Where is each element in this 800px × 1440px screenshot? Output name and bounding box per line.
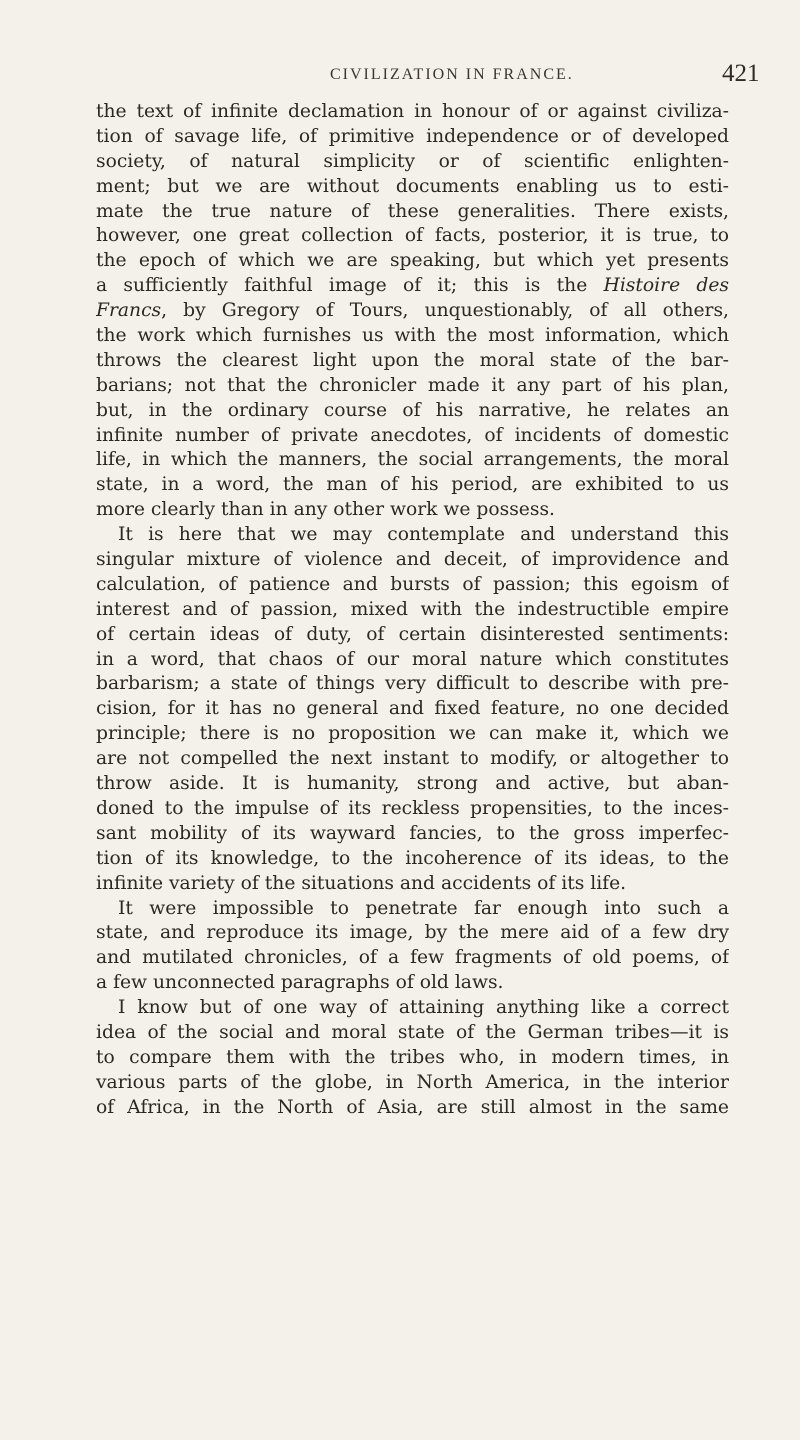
text-line — [96, 175, 729, 200]
text-line — [96, 598, 729, 623]
text-line — [96, 847, 729, 872]
line-text: cision, for it has no general and fixed feature, no one decided — [96, 698, 729, 720]
text-line — [96, 648, 729, 673]
line-text: infinite variety of the situations and accidents of its life. — [96, 872, 627, 894]
text-line — [96, 996, 729, 1021]
text-line — [96, 623, 729, 648]
line-text: throws the clearest light upon the moral state of the bar- — [96, 349, 729, 371]
line-text: , by Gregory of Tours, unquestionably, of all others, — [161, 300, 729, 322]
line-text: barbarism; a state of things very difficult to describe with pre- — [96, 673, 729, 695]
text-line — [96, 125, 729, 150]
text-line — [96, 200, 729, 225]
line-text: but, in the ordinary course of his narrative, he relates an — [96, 399, 729, 421]
text-line — [96, 672, 729, 697]
running-head — [0, 60, 800, 88]
line-text: sant mobility of its wayward fancies, to the gross imperfec- — [96, 822, 729, 844]
text-line — [96, 772, 729, 797]
line-text: are not compelled the next instant to modify, or altogether to — [96, 748, 729, 770]
line-text: of certain ideas of duty, of certain disinterested sentiments: — [96, 623, 729, 645]
line-text: society, of natural simplicity or of scientific enlighten- — [96, 150, 729, 172]
text-line — [96, 548, 729, 573]
text-line — [96, 100, 729, 125]
text-line — [96, 697, 729, 722]
text-line — [96, 498, 729, 523]
text-line — [96, 349, 729, 374]
italic-title-text: Francs — [96, 300, 162, 322]
text-line — [96, 1096, 729, 1121]
line-text: It is here that we may contemplate and understand this — [118, 524, 729, 546]
line-text: more clearly than in any other work we possess. — [96, 499, 555, 521]
text-line — [96, 424, 729, 449]
line-text: life, in which the manners, the social arrangements, the moral — [96, 449, 729, 471]
line-text: singular mixture of violence and deceit, of improvidence and — [96, 549, 729, 571]
text-line — [96, 150, 729, 175]
body-text — [96, 100, 729, 1121]
text-line — [96, 946, 729, 971]
italic-title-text: Histoire des — [603, 275, 729, 297]
line-text: ment; but we are without documents enabling us to esti- — [96, 175, 729, 197]
line-text: tion of savage life, of primitive independence or of developed — [96, 125, 729, 147]
line-text: various parts of the globe, in North America, in the interior — [96, 1071, 729, 1093]
text-line — [96, 897, 729, 922]
line-text: infinite number of private anecdotes, of incidents of domestic — [96, 424, 729, 446]
line-text: idea of the social and moral state of the German tribes—it is — [96, 1021, 729, 1043]
line-text: interest and of passion, mixed with the indestructible empire — [96, 598, 729, 620]
text-line — [96, 822, 729, 847]
line-text: mate the true nature of these generalities. There exists, — [96, 200, 729, 222]
line-text: barians; not that the chronicler made it any part of his plan, — [96, 374, 729, 396]
line-text: doned to the impulse of its reckless propensities, to the inces- — [96, 797, 729, 819]
line-text: and mutilated chronicles, of a few fragments of old poems, of — [96, 947, 729, 969]
text-line — [96, 921, 729, 946]
line-text: to compare them with the tribes who, in modern times, in — [96, 1046, 729, 1068]
text-line — [96, 1021, 729, 1046]
text-line — [96, 299, 729, 324]
text-line — [96, 872, 729, 897]
text-line — [96, 747, 729, 772]
line-text: the text of infinite declamation in honour of or against civiliza- — [96, 101, 729, 122]
line-text: however, one great collection of facts, posterior, it is true, to — [96, 225, 729, 247]
text-line — [96, 374, 729, 399]
text-line — [96, 523, 729, 548]
text-line — [96, 274, 729, 299]
line-text: state, and reproduce its image, by the mere aid of a few dry — [96, 922, 729, 944]
running-title: CIVILIZATION IN FRANCE. — [330, 66, 574, 83]
line-text: I know but of one way of attaining anything like a correct — [118, 997, 729, 1019]
line-text: calculation, of patience and bursts of passion; this egoism of — [96, 573, 729, 595]
line-text: tion of its knowledge, to the incoherence of its ideas, to the — [96, 847, 729, 869]
line-text: state, in a word, the man of his period, are exhibited to us — [96, 474, 729, 496]
text-line — [96, 971, 729, 996]
line-text: the epoch of which we are speaking, but which yet presents — [96, 250, 729, 272]
line-text: a sufficiently faithful image of it; this is the — [96, 275, 604, 297]
line-text: principle; there is no proposition we can make it, which we — [96, 723, 729, 745]
text-line — [96, 1046, 729, 1071]
line-text: a few unconnected paragraphs of old laws. — [96, 972, 504, 994]
line-text: It were impossible to penetrate far enough into such a — [118, 897, 729, 919]
line-text: throw aside. It is humanity, strong and active, but aban- — [96, 773, 729, 795]
text-line — [96, 473, 729, 498]
text-line — [96, 1071, 729, 1096]
text-line — [96, 573, 729, 598]
text-line — [96, 448, 729, 473]
page-number: 421 — [722, 60, 760, 87]
text-line — [96, 797, 729, 822]
text-line — [96, 324, 729, 349]
line-text: in a word, that chaos of our moral nature which constitutes — [96, 648, 729, 670]
line-text: of Africa, in the North of Asia, are still almost in the same — [96, 1096, 729, 1118]
text-line — [96, 249, 729, 274]
text-line — [96, 224, 729, 249]
text-line — [96, 722, 729, 747]
line-text: the work which furnishes us with the most information, which — [96, 325, 729, 347]
text-line — [96, 399, 729, 424]
